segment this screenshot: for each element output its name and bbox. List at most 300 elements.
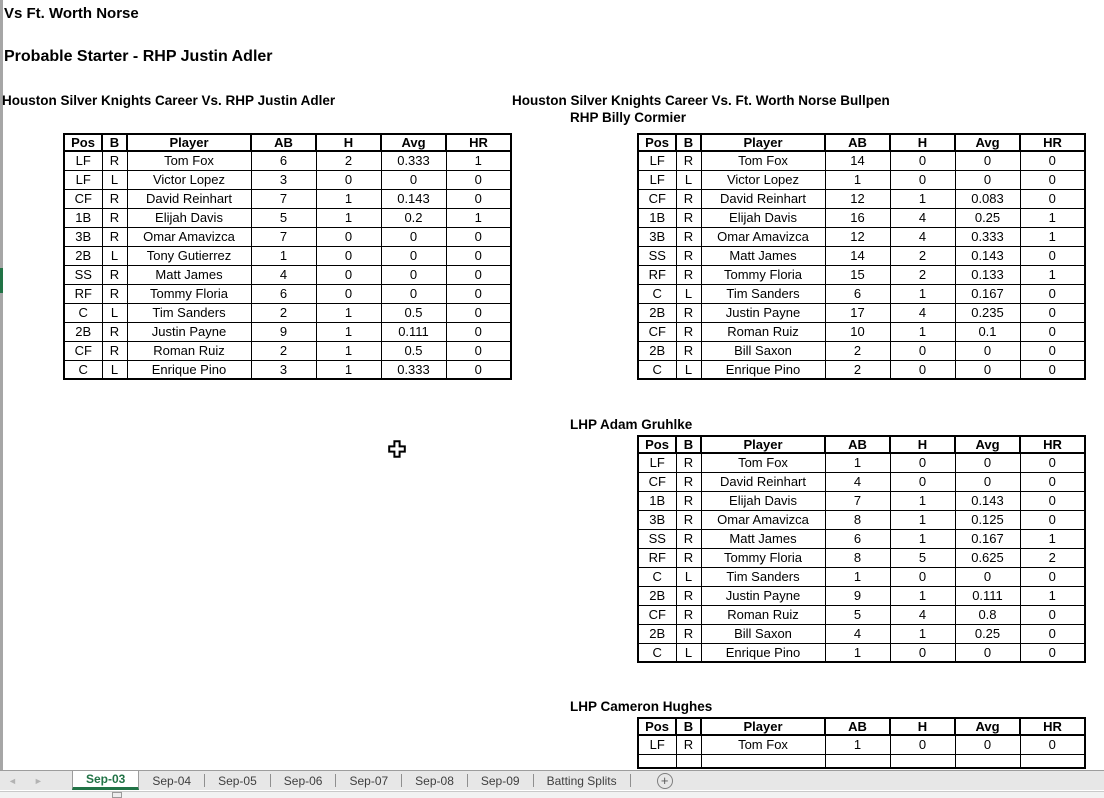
cell[interactable]: 6	[825, 529, 890, 548]
cell[interactable]: Tommy Floria	[701, 548, 825, 567]
cell[interactable]: Matt James	[701, 246, 825, 265]
cell[interactable]: 0	[890, 341, 955, 360]
sheet-tab-sep-04[interactable]: Sep-04	[152, 773, 192, 788]
cell[interactable]: 0	[890, 735, 955, 754]
cell[interactable]: 0.25	[955, 624, 1020, 643]
cell[interactable]: 3	[251, 170, 316, 189]
left-scroll-strip[interactable]	[0, 0, 3, 770]
cell[interactable]: 1	[825, 643, 890, 662]
cell[interactable]: C	[638, 360, 676, 379]
cell[interactable]: 3	[251, 360, 316, 379]
cell[interactable]: Roman Ruiz	[701, 605, 825, 624]
cell[interactable]: 0	[1020, 643, 1085, 662]
cell[interactable]: 0	[1020, 303, 1085, 322]
column-header[interactable]: Player	[701, 718, 825, 735]
cell[interactable]: 12	[825, 227, 890, 246]
cell[interactable]: 2	[251, 303, 316, 322]
cell[interactable]: 2	[251, 341, 316, 360]
cell[interactable]: R	[102, 227, 127, 246]
column-header[interactable]: H	[890, 718, 955, 735]
sheet-tab-sep-09[interactable]: Sep-09	[480, 773, 520, 788]
cell[interactable]: 7	[251, 227, 316, 246]
cell[interactable]: 0.167	[955, 529, 1020, 548]
cell[interactable]: 0	[446, 284, 511, 303]
cell[interactable]: R	[676, 491, 701, 510]
cell[interactable]: 1	[890, 510, 955, 529]
column-header[interactable]: HR	[1020, 718, 1085, 735]
cell[interactable]	[955, 754, 1020, 768]
cell[interactable]: Tommy Floria	[701, 265, 825, 284]
cell[interactable]: 1B	[638, 491, 676, 510]
cell[interactable]: R	[676, 303, 701, 322]
cell[interactable]: 0	[890, 643, 955, 662]
column-header[interactable]: B	[676, 134, 701, 151]
cell[interactable]: 0	[446, 360, 511, 379]
cell[interactable]: R	[676, 341, 701, 360]
cell[interactable]: 2B	[638, 586, 676, 605]
cell[interactable]: R	[676, 151, 701, 170]
column-header[interactable]: HR	[1020, 134, 1085, 151]
cell[interactable]: Enrique Pino	[127, 360, 251, 379]
cell[interactable]: R	[676, 322, 701, 341]
cell[interactable]: 4	[890, 208, 955, 227]
cell[interactable]: 3B	[64, 227, 102, 246]
cell[interactable]: 0.133	[955, 265, 1020, 284]
cell[interactable]: Elijah Davis	[701, 208, 825, 227]
cell[interactable]: Bill Saxon	[701, 341, 825, 360]
cell[interactable]: Bill Saxon	[701, 624, 825, 643]
cell[interactable]: L	[102, 170, 127, 189]
cell[interactable]: Justin Payne	[701, 303, 825, 322]
cell[interactable]: 0	[1020, 322, 1085, 341]
cell[interactable]: RF	[638, 548, 676, 567]
cell[interactable]: 0.083	[955, 189, 1020, 208]
cell[interactable]: R	[102, 341, 127, 360]
cell[interactable]: 1	[446, 151, 511, 170]
cell[interactable]: 1	[446, 208, 511, 227]
cell[interactable]	[1020, 754, 1085, 768]
cell[interactable]: 0.625	[955, 548, 1020, 567]
cell[interactable]: L	[676, 284, 701, 303]
cell[interactable]: Tom Fox	[127, 151, 251, 170]
column-header[interactable]: H	[890, 436, 955, 453]
cell[interactable]	[676, 754, 701, 768]
cell[interactable]: Tim Sanders	[127, 303, 251, 322]
cell[interactable]: CF	[64, 189, 102, 208]
cell[interactable]: 0.8	[955, 605, 1020, 624]
cell[interactable]: 14	[825, 246, 890, 265]
cell[interactable]: C	[64, 303, 102, 322]
cell[interactable]: 0.143	[381, 189, 446, 208]
cell[interactable]: 0.5	[381, 341, 446, 360]
cell[interactable]: 0	[1020, 189, 1085, 208]
cell[interactable]: Omar Amavizca	[701, 510, 825, 529]
cell[interactable]	[638, 754, 676, 768]
cell[interactable]: SS	[64, 265, 102, 284]
cell[interactable]: R	[676, 529, 701, 548]
cell[interactable]: 0	[955, 472, 1020, 491]
cell[interactable]: 2	[825, 360, 890, 379]
next-sheet-icon[interactable]: ►	[33, 775, 43, 786]
cell[interactable]: Elijah Davis	[127, 208, 251, 227]
cell[interactable]: R	[676, 605, 701, 624]
cell[interactable]: 1	[890, 529, 955, 548]
cell[interactable]: SS	[638, 246, 676, 265]
column-header[interactable]: HR	[1020, 436, 1085, 453]
cell[interactable]: 0.333	[955, 227, 1020, 246]
cell[interactable]: 0.333	[381, 151, 446, 170]
cell[interactable]: 1	[316, 208, 381, 227]
cell[interactable]: 17	[825, 303, 890, 322]
cell[interactable]: 0	[381, 265, 446, 284]
cell[interactable]: 1	[825, 453, 890, 472]
cell[interactable]: 0	[1020, 360, 1085, 379]
cell[interactable]: 0	[316, 227, 381, 246]
cell[interactable]: Tom Fox	[701, 735, 825, 754]
cell[interactable]: SS	[638, 529, 676, 548]
cell[interactable]: CF	[638, 322, 676, 341]
cell[interactable]: Roman Ruiz	[127, 341, 251, 360]
cell[interactable]: 1	[825, 170, 890, 189]
cell[interactable]: 1B	[64, 208, 102, 227]
cell[interactable]: 4	[890, 605, 955, 624]
cell[interactable]: L	[676, 360, 701, 379]
cell[interactable]: 0	[381, 170, 446, 189]
column-header[interactable]: AB	[251, 134, 316, 151]
cell[interactable]: 5	[825, 605, 890, 624]
cell[interactable]: 1	[890, 491, 955, 510]
cell[interactable]: 0	[381, 227, 446, 246]
cell[interactable]: 0.5	[381, 303, 446, 322]
cell[interactable]: Enrique Pino	[701, 360, 825, 379]
cell[interactable]: 0.235	[955, 303, 1020, 322]
cell[interactable]: 0	[446, 227, 511, 246]
cell[interactable]: R	[676, 624, 701, 643]
column-header[interactable]: Pos	[638, 436, 676, 453]
cell[interactable]: David Reinhart	[127, 189, 251, 208]
column-header[interactable]: Player	[701, 436, 825, 453]
column-header[interactable]: HR	[446, 134, 511, 151]
cell[interactable]: 0	[316, 284, 381, 303]
cell[interactable]: 0.2	[381, 208, 446, 227]
cell[interactable]: 0	[890, 151, 955, 170]
cell[interactable]: LF	[638, 735, 676, 754]
cell[interactable]: R	[676, 453, 701, 472]
cell[interactable]: 1	[1020, 208, 1085, 227]
cell[interactable]: Enrique Pino	[701, 643, 825, 662]
column-header[interactable]: H	[316, 134, 381, 151]
cell[interactable]: 0.111	[955, 586, 1020, 605]
cell[interactable]: R	[676, 246, 701, 265]
cell[interactable]: C	[638, 284, 676, 303]
cell[interactable]: 2B	[64, 322, 102, 341]
cell[interactable]: 5	[251, 208, 316, 227]
cell[interactable]: 2B	[638, 303, 676, 322]
column-header[interactable]: H	[890, 134, 955, 151]
cell[interactable]: 2	[1020, 548, 1085, 567]
cell[interactable]: 0	[1020, 567, 1085, 586]
cell[interactable]: 2	[825, 341, 890, 360]
cell[interactable]: 0	[955, 567, 1020, 586]
cell[interactable]: 2	[890, 265, 955, 284]
cell[interactable]: 10	[825, 322, 890, 341]
cell[interactable]: L	[102, 246, 127, 265]
cell[interactable]: CF	[638, 605, 676, 624]
cell[interactable]: 0	[955, 453, 1020, 472]
column-header[interactable]: Avg	[381, 134, 446, 151]
cell[interactable]: LF	[638, 151, 676, 170]
column-header[interactable]: Pos	[638, 134, 676, 151]
cell[interactable]: 14	[825, 151, 890, 170]
cell[interactable]	[701, 754, 825, 768]
cell[interactable]: 1	[890, 586, 955, 605]
cell[interactable]: 0	[316, 246, 381, 265]
cell[interactable]: 1	[1020, 529, 1085, 548]
cell[interactable]: R	[676, 227, 701, 246]
cell[interactable]: 0	[890, 170, 955, 189]
cell[interactable]: 0.333	[381, 360, 446, 379]
cell[interactable]: 1	[316, 341, 381, 360]
cell[interactable]: CF	[638, 472, 676, 491]
cell[interactable]: R	[102, 208, 127, 227]
cell[interactable]: L	[102, 303, 127, 322]
cell[interactable]: 16	[825, 208, 890, 227]
cell[interactable]: 0.143	[955, 246, 1020, 265]
column-header[interactable]: Pos	[638, 718, 676, 735]
cell[interactable]: 1	[825, 567, 890, 586]
cell[interactable]: R	[102, 284, 127, 303]
cell[interactable]: 0	[446, 322, 511, 341]
cell[interactable]: Matt James	[127, 265, 251, 284]
cell[interactable]: 1	[316, 189, 381, 208]
cell[interactable]: 0	[381, 246, 446, 265]
cell[interactable]: 1	[825, 735, 890, 754]
cell[interactable]: 0	[316, 170, 381, 189]
cell[interactable]: LF	[64, 151, 102, 170]
cell[interactable]: R	[102, 322, 127, 341]
cell[interactable]: 4	[890, 303, 955, 322]
add-sheet-icon[interactable]: +	[657, 773, 673, 789]
column-header[interactable]: Pos	[64, 134, 102, 151]
cell[interactable]: RF	[638, 265, 676, 284]
sheet-tab-sep-06[interactable]: Sep-06	[283, 773, 323, 788]
cell[interactable]: 0	[446, 303, 511, 322]
cell[interactable]: Elijah Davis	[701, 491, 825, 510]
cell[interactable]: 5	[890, 548, 955, 567]
sheet-tab-sep-08[interactable]: Sep-08	[415, 773, 454, 788]
cell[interactable]: 1	[251, 246, 316, 265]
cell[interactable]: 1	[316, 360, 381, 379]
cell[interactable]: 12	[825, 189, 890, 208]
cell[interactable]: C	[64, 360, 102, 379]
cell[interactable]: 0	[381, 284, 446, 303]
cell[interactable]: 0	[446, 189, 511, 208]
cell[interactable]: 8	[825, 548, 890, 567]
cell[interactable]: L	[676, 643, 701, 662]
column-header[interactable]: Player	[701, 134, 825, 151]
cell[interactable]: Tim Sanders	[701, 567, 825, 586]
cell[interactable]: C	[638, 567, 676, 586]
cell[interactable]: 9	[825, 586, 890, 605]
cell[interactable]: 2B	[638, 341, 676, 360]
cell[interactable]: 0	[1020, 605, 1085, 624]
cell[interactable]: 0.143	[955, 491, 1020, 510]
cell[interactable]: 1	[1020, 586, 1085, 605]
cell[interactable]: Matt James	[701, 529, 825, 548]
cell[interactable]: 3B	[638, 510, 676, 529]
cell[interactable]: 1B	[638, 208, 676, 227]
cell[interactable]: 9	[251, 322, 316, 341]
cell[interactable]: R	[102, 151, 127, 170]
cell[interactable]: 1	[890, 624, 955, 643]
cell[interactable]: 0	[1020, 151, 1085, 170]
cell[interactable]: R	[102, 265, 127, 284]
cell[interactable]: 0.25	[955, 208, 1020, 227]
cell[interactable]: Omar Amavizca	[127, 227, 251, 246]
cell[interactable]: L	[102, 360, 127, 379]
cell[interactable]: Tommy Floria	[127, 284, 251, 303]
cell[interactable]: 0	[955, 643, 1020, 662]
cell[interactable]: 0	[890, 360, 955, 379]
cell[interactable]: Tim Sanders	[701, 284, 825, 303]
cell[interactable]: 7	[251, 189, 316, 208]
column-header[interactable]: AB	[825, 436, 890, 453]
cell[interactable]: CF	[64, 341, 102, 360]
cell[interactable]: David Reinhart	[701, 472, 825, 491]
cell[interactable]: 0	[1020, 284, 1085, 303]
column-header[interactable]: B	[676, 436, 701, 453]
sheet-tab-batting-splits[interactable]: Batting Splits	[546, 773, 617, 788]
cell[interactable]: 0	[955, 735, 1020, 754]
cell[interactable]: LF	[638, 453, 676, 472]
cell[interactable]: CF	[638, 189, 676, 208]
column-header[interactable]: Player	[127, 134, 251, 151]
cell[interactable]: 6	[251, 151, 316, 170]
cell[interactable]: 3B	[638, 227, 676, 246]
column-header[interactable]: Avg	[955, 436, 1020, 453]
cell[interactable]: 0	[1020, 491, 1085, 510]
cell[interactable]: 7	[825, 491, 890, 510]
cell[interactable]: R	[676, 472, 701, 491]
cell[interactable]: R	[676, 265, 701, 284]
column-header[interactable]: AB	[825, 718, 890, 735]
cell[interactable]: 0	[955, 360, 1020, 379]
cell[interactable]: 0.167	[955, 284, 1020, 303]
cell[interactable]: 0	[890, 567, 955, 586]
cell[interactable]	[825, 754, 890, 768]
cell[interactable]: 0	[890, 472, 955, 491]
column-header[interactable]: B	[102, 134, 127, 151]
scroll-thumb[interactable]	[0, 268, 3, 293]
cell[interactable]: 0	[446, 341, 511, 360]
cell[interactable]: C	[638, 643, 676, 662]
cell[interactable]: 0	[1020, 246, 1085, 265]
cell[interactable]: Omar Amavizca	[701, 227, 825, 246]
cell[interactable]: 0	[955, 170, 1020, 189]
cell[interactable]: LF	[638, 170, 676, 189]
cell[interactable]: 4	[251, 265, 316, 284]
cell[interactable]: 0	[1020, 453, 1085, 472]
cell[interactable]: 0	[1020, 735, 1085, 754]
cell[interactable]: Tony Gutierrez	[127, 246, 251, 265]
cell[interactable]: 0	[446, 170, 511, 189]
cell[interactable]: 0	[446, 265, 511, 284]
cell[interactable]: RF	[64, 284, 102, 303]
cell[interactable]: 2	[316, 151, 381, 170]
cell[interactable]: 1	[890, 189, 955, 208]
cell[interactable]: R	[676, 510, 701, 529]
sheet-tab-sep-03[interactable]: Sep-03	[72, 771, 139, 790]
cell[interactable]: 15	[825, 265, 890, 284]
sheet-tab-sep-07[interactable]: Sep-07	[349, 773, 389, 788]
cell[interactable]: 0	[1020, 472, 1085, 491]
cell[interactable]: Roman Ruiz	[701, 322, 825, 341]
cell[interactable]: Tom Fox	[701, 151, 825, 170]
cell[interactable]: 0	[1020, 170, 1085, 189]
cell[interactable]: David Reinhart	[701, 189, 825, 208]
cell[interactable]	[890, 754, 955, 768]
cell[interactable]: 1	[316, 303, 381, 322]
cell[interactable]: LF	[64, 170, 102, 189]
cell[interactable]: 0	[955, 151, 1020, 170]
cell[interactable]: R	[676, 586, 701, 605]
cell[interactable]: R	[102, 189, 127, 208]
cell[interactable]: 0	[890, 453, 955, 472]
cell[interactable]: 0	[955, 341, 1020, 360]
cell[interactable]: 1	[890, 322, 955, 341]
cell[interactable]: 4	[825, 624, 890, 643]
cell[interactable]: 0	[316, 265, 381, 284]
cell[interactable]: 4	[825, 472, 890, 491]
cell[interactable]: 0	[1020, 341, 1085, 360]
cell[interactable]: Justin Payne	[701, 586, 825, 605]
cell[interactable]: 2B	[638, 624, 676, 643]
cell[interactable]: 0.1	[955, 322, 1020, 341]
cell[interactable]: Tom Fox	[701, 453, 825, 472]
cell[interactable]: R	[676, 548, 701, 567]
cell[interactable]: Victor Lopez	[127, 170, 251, 189]
cell[interactable]: R	[676, 208, 701, 227]
cell[interactable]: 0	[1020, 510, 1085, 529]
cell[interactable]: 1	[316, 322, 381, 341]
cell[interactable]: 4	[890, 227, 955, 246]
cell[interactable]: L	[676, 567, 701, 586]
cell[interactable]: 1	[1020, 265, 1085, 284]
prev-sheet-icon[interactable]: ◄	[8, 775, 17, 786]
cell[interactable]: 6	[825, 284, 890, 303]
column-header[interactable]: Avg	[955, 134, 1020, 151]
cell[interactable]: 0.125	[955, 510, 1020, 529]
column-header[interactable]: B	[676, 718, 701, 735]
cell[interactable]: 0	[446, 246, 511, 265]
cell[interactable]: R	[676, 735, 701, 754]
cell[interactable]: 2	[890, 246, 955, 265]
cell[interactable]: 1	[890, 284, 955, 303]
cell[interactable]: 1	[1020, 227, 1085, 246]
cell[interactable]: 6	[251, 284, 316, 303]
cell[interactable]: Victor Lopez	[701, 170, 825, 189]
cell[interactable]: 2B	[64, 246, 102, 265]
cell[interactable]: Justin Payne	[127, 322, 251, 341]
cell[interactable]: R	[676, 189, 701, 208]
cell[interactable]: 0	[1020, 624, 1085, 643]
column-header[interactable]: AB	[825, 134, 890, 151]
cell[interactable]: L	[676, 170, 701, 189]
cell[interactable]: 0.111	[381, 322, 446, 341]
cell[interactable]: 8	[825, 510, 890, 529]
column-header[interactable]: Avg	[955, 718, 1020, 735]
sheet-tab-sep-05[interactable]: Sep-05	[218, 773, 257, 788]
